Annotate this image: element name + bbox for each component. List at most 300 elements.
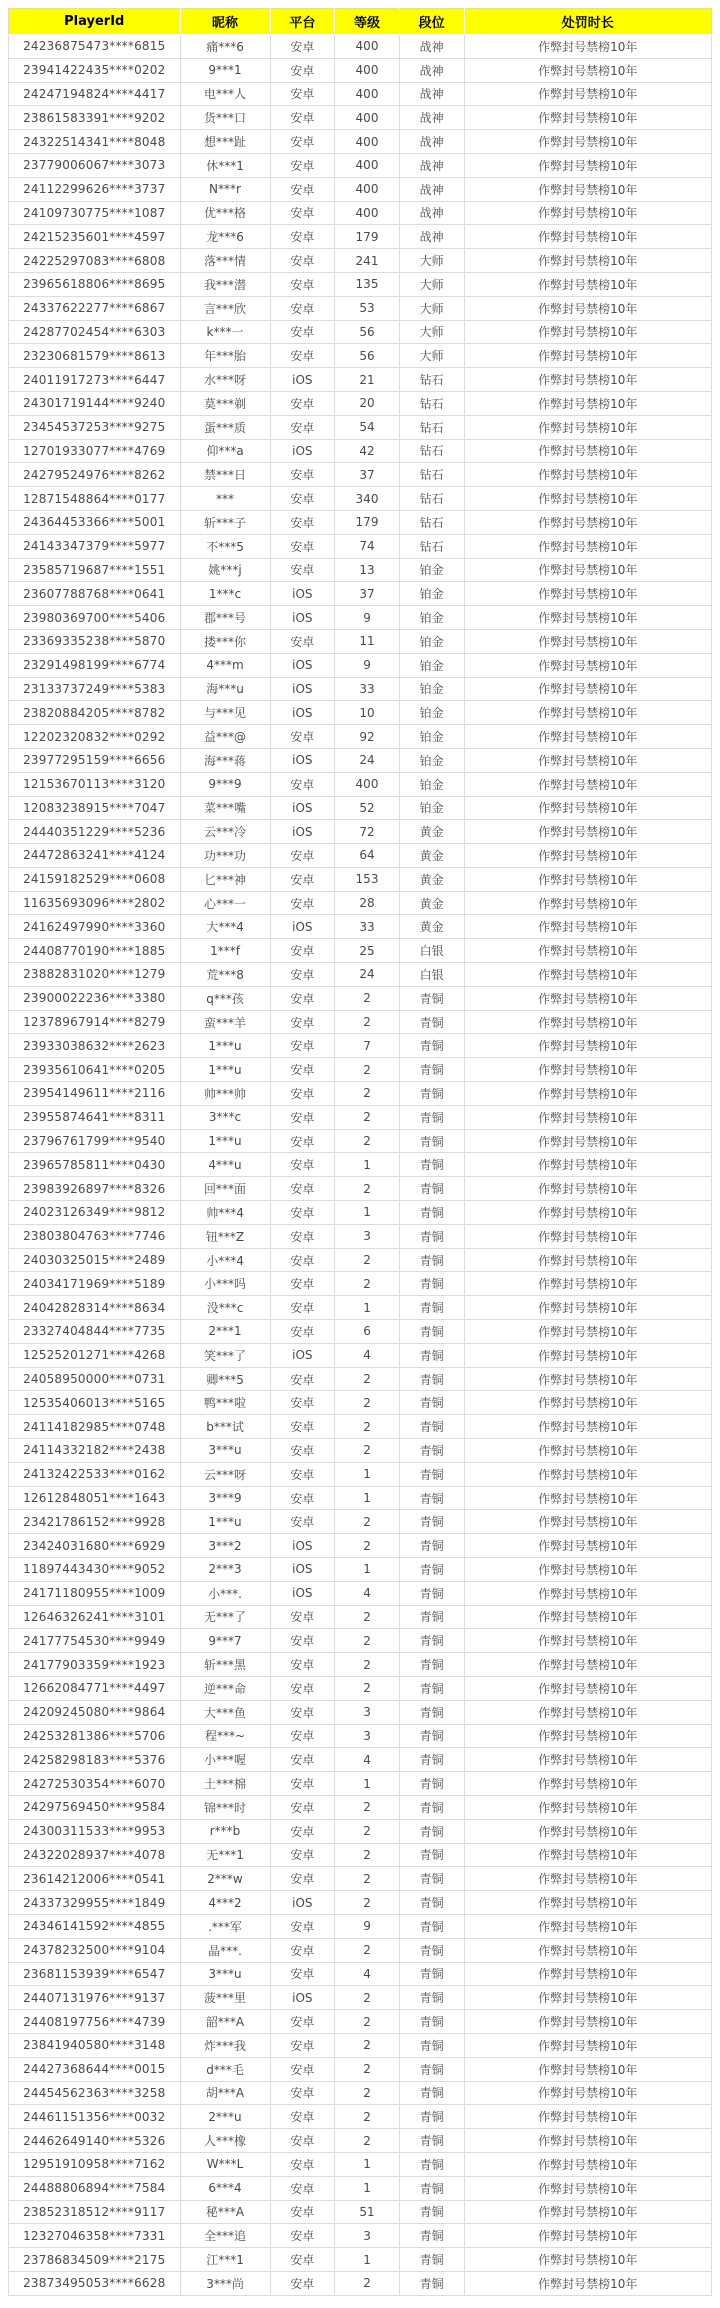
cell-platform: 安卓 [270, 1700, 335, 1724]
cell-platform: iOS [270, 1986, 335, 2010]
cell-level: 1 [335, 1153, 400, 1177]
cell-rank: 青铜 [399, 1772, 464, 1796]
cell-platform: 安卓 [270, 1486, 335, 1510]
cell-playerid: 23955874641****8311 [9, 1105, 181, 1129]
cell-nickname: 海***蒋 [180, 748, 270, 772]
cell-platform: 安卓 [270, 177, 335, 201]
cell-rank: 钻石 [399, 534, 464, 558]
table-row [9, 2081, 712, 2105]
table-row [9, 2010, 712, 2034]
cell-duration: 作弊封号禁榜10年 [464, 820, 711, 844]
table-row [9, 296, 712, 320]
table-row [9, 1320, 712, 1344]
cell-duration: 作弊封号禁榜10年 [464, 1224, 711, 1248]
cell-duration: 作弊封号禁榜10年 [464, 891, 711, 915]
cell-rank: 铂金 [399, 748, 464, 772]
cell-playerid: 23852318512****9117 [9, 2200, 181, 2224]
cell-nickname: 海***u [180, 677, 270, 701]
cell-playerid: 24462649140****5326 [9, 2129, 181, 2153]
cell-level: 1 [335, 1772, 400, 1796]
table-row [9, 2057, 712, 2081]
cell-duration: 作弊封号禁榜10年 [464, 225, 711, 249]
cell-duration: 作弊封号禁榜10年 [464, 2248, 711, 2272]
cell-playerid: 24488806894****7584 [9, 2176, 181, 2200]
cell-level: 25 [335, 939, 400, 963]
cell-level: 2 [335, 2057, 400, 2081]
cell-level: 400 [335, 130, 400, 154]
cell-rank: 青铜 [399, 1129, 464, 1153]
cell-rank: 青铜 [399, 1058, 464, 1082]
cell-level: 2 [335, 1653, 400, 1677]
cell-playerid: 24114182985****0748 [9, 1415, 181, 1439]
cell-duration: 作弊封号禁榜10年 [464, 748, 711, 772]
table-row [9, 820, 712, 844]
cell-duration: 作弊封号禁榜10年 [464, 1486, 711, 1510]
cell-nickname: 不***5 [180, 534, 270, 558]
cell-platform: 安卓 [270, 2057, 335, 2081]
cell-playerid: 23935610641****0205 [9, 1058, 181, 1082]
cell-playerid: 23786834509****2175 [9, 2248, 181, 2272]
cell-playerid: 23421786152****9928 [9, 1510, 181, 1534]
cell-playerid: 23820884205****8782 [9, 701, 181, 725]
cell-platform: 安卓 [270, 1914, 335, 1938]
cell-nickname: 9***7 [180, 1629, 270, 1653]
cell-playerid: 24300311533****9953 [9, 1819, 181, 1843]
table-row [9, 1605, 712, 1629]
cell-rank: 战神 [399, 130, 464, 154]
cell-duration: 作弊封号禁榜10年 [464, 391, 711, 415]
cell-playerid: 23980369700****5406 [9, 606, 181, 630]
cell-level: 2 [335, 1272, 400, 1296]
cell-rank: 战神 [399, 58, 464, 82]
cell-platform: iOS [270, 606, 335, 630]
cell-playerid: 12202320832****0292 [9, 725, 181, 749]
cell-nickname: 1***f [180, 939, 270, 963]
cell-platform: 安卓 [270, 415, 335, 439]
cell-platform: 安卓 [270, 1082, 335, 1106]
table-row [9, 1343, 712, 1367]
cell-level: 2 [335, 1819, 400, 1843]
cell-platform: 安卓 [270, 225, 335, 249]
cell-playerid: 24162497990****3360 [9, 915, 181, 939]
cell-rank: 黄金 [399, 891, 464, 915]
cell-duration: 作弊封号禁榜10年 [464, 1010, 711, 1034]
cell-level: 2 [335, 1105, 400, 1129]
cell-nickname: N***r [180, 177, 270, 201]
table-row [9, 1058, 712, 1082]
cell-nickname: 蛋***质 [180, 415, 270, 439]
cell-level: 2 [335, 1843, 400, 1867]
cell-level: 2 [335, 1058, 400, 1082]
table-row [9, 1296, 712, 1320]
cell-level: 10 [335, 701, 400, 725]
cell-platform: 安卓 [270, 2152, 335, 2176]
table-row [9, 1867, 712, 1891]
column-header-duration: 处罚时长 [464, 9, 711, 35]
cell-playerid: 23977295159****6656 [9, 748, 181, 772]
cell-duration: 作弊封号禁榜10年 [464, 1129, 711, 1153]
cell-rank: 青铜 [399, 1605, 464, 1629]
cell-nickname: 休***1 [180, 153, 270, 177]
cell-nickname: *** [180, 487, 270, 511]
table-row [9, 1914, 712, 1938]
cell-nickname: 龙***6 [180, 225, 270, 249]
cell-nickname: 益***@ [180, 725, 270, 749]
cell-level: 24 [335, 963, 400, 987]
cell-level: 2 [335, 1010, 400, 1034]
cell-duration: 作弊封号禁榜10年 [464, 1581, 711, 1605]
cell-playerid: 23965785811****0430 [9, 1153, 181, 1177]
cell-level: 2 [335, 1938, 400, 1962]
cell-nickname: 1***c [180, 582, 270, 606]
cell-playerid: 24159182529****0608 [9, 867, 181, 891]
cell-nickname: 仰***a [180, 439, 270, 463]
cell-duration: 作弊封号禁榜10年 [464, 1415, 711, 1439]
cell-platform: 安卓 [270, 725, 335, 749]
cell-playerid: 24034171969****5189 [9, 1272, 181, 1296]
cell-platform: 安卓 [270, 1201, 335, 1225]
cell-playerid: 12646326241****3101 [9, 1605, 181, 1629]
cell-playerid: 24297569450****9584 [9, 1795, 181, 1819]
cell-rank: 青铜 [399, 1724, 464, 1748]
cell-level: 6 [335, 1320, 400, 1344]
cell-nickname: 货***口 [180, 106, 270, 130]
cell-playerid: 23933038632****2623 [9, 1034, 181, 1058]
cell-playerid: 11897443430****9052 [9, 1558, 181, 1582]
table-row [9, 1082, 712, 1106]
table-row [9, 1129, 712, 1153]
cell-duration: 作弊封号禁榜10年 [464, 2152, 711, 2176]
cell-duration: 作弊封号禁榜10年 [464, 1843, 711, 1867]
cell-nickname: 晶***. [180, 1938, 270, 1962]
cell-playerid: 24472863241****4124 [9, 844, 181, 868]
table-row [9, 35, 712, 59]
table-row [9, 915, 712, 939]
cell-platform: iOS [270, 1534, 335, 1558]
cell-platform: 安卓 [270, 1653, 335, 1677]
cell-rank: 青铜 [399, 1439, 464, 1463]
cell-duration: 作弊封号禁榜10年 [464, 2224, 711, 2248]
cell-nickname: 斩***子 [180, 510, 270, 534]
cell-level: 33 [335, 677, 400, 701]
cell-rank: 战神 [399, 201, 464, 225]
cell-nickname: 年***胎 [180, 344, 270, 368]
cell-level: 1 [335, 1201, 400, 1225]
table-row [9, 1201, 712, 1225]
cell-nickname: 1***u [180, 1058, 270, 1082]
cell-duration: 作弊封号禁榜10年 [464, 844, 711, 868]
cell-nickname: 回***面 [180, 1177, 270, 1201]
cell-playerid: 12153670113****3120 [9, 772, 181, 796]
cell-duration: 作弊封号禁榜10年 [464, 915, 711, 939]
cell-level: 2 [335, 1439, 400, 1463]
cell-nickname: 秘***A [180, 2200, 270, 2224]
cell-playerid: 12378967914****8279 [9, 1010, 181, 1034]
cell-level: 179 [335, 510, 400, 534]
cell-rank: 青铜 [399, 2200, 464, 2224]
cell-duration: 作弊封号禁榜10年 [464, 1986, 711, 2010]
cell-level: 400 [335, 82, 400, 106]
cell-level: 13 [335, 558, 400, 582]
cell-nickname: 痛***6 [180, 35, 270, 59]
cell-level: 400 [335, 772, 400, 796]
cell-platform: 安卓 [270, 1819, 335, 1843]
cell-platform: 安卓 [270, 1415, 335, 1439]
cell-playerid: 24236875473****6815 [9, 35, 181, 59]
cell-nickname: 3***u [180, 1962, 270, 1986]
cell-level: 179 [335, 225, 400, 249]
cell-duration: 作弊封号禁榜10年 [464, 35, 711, 59]
cell-duration: 作弊封号禁榜10年 [464, 463, 711, 487]
cell-playerid: 24023126349****9812 [9, 1201, 181, 1225]
cell-playerid: 23230681579****8613 [9, 344, 181, 368]
cell-level: 400 [335, 106, 400, 130]
cell-playerid: 24030325015****2489 [9, 1248, 181, 1272]
cell-duration: 作弊封号禁榜10年 [464, 1700, 711, 1724]
cell-platform: 安卓 [270, 1748, 335, 1772]
cell-rank: 青铜 [399, 2129, 464, 2153]
table-row [9, 1248, 712, 1272]
table-row [9, 1962, 712, 1986]
cell-duration: 作弊封号禁榜10年 [464, 1676, 711, 1700]
cell-level: 92 [335, 725, 400, 749]
table-row [9, 201, 712, 225]
table-row [9, 2224, 712, 2248]
cell-nickname: 无***1 [180, 1843, 270, 1867]
cell-playerid: 24279524976****8262 [9, 463, 181, 487]
cell-duration: 作弊封号禁榜10年 [464, 629, 711, 653]
cell-duration: 作弊封号禁榜10年 [464, 1819, 711, 1843]
cell-rank: 青铜 [399, 1034, 464, 1058]
cell-level: 2 [335, 1676, 400, 1700]
cell-platform: 安卓 [270, 1462, 335, 1486]
cell-playerid: 23779006067****3073 [9, 153, 181, 177]
cell-level: 4 [335, 1962, 400, 1986]
cell-rank: 青铜 [399, 2081, 464, 2105]
cell-level: 2 [335, 1082, 400, 1106]
cell-playerid: 23882831020****1279 [9, 963, 181, 987]
cell-duration: 作弊封号禁榜10年 [464, 2271, 711, 2295]
cell-playerid: 12871548864****0177 [9, 487, 181, 511]
cell-rank: 青铜 [399, 1272, 464, 1296]
table-row [9, 1224, 712, 1248]
cell-nickname: 与***见 [180, 701, 270, 725]
cell-duration: 作弊封号禁榜10年 [464, 1177, 711, 1201]
cell-rank: 青铜 [399, 1296, 464, 1320]
cell-level: 2 [335, 1415, 400, 1439]
cell-duration: 作弊封号禁榜10年 [464, 582, 711, 606]
cell-playerid: 24209245080****9864 [9, 1700, 181, 1724]
cell-level: 4 [335, 1748, 400, 1772]
cell-nickname: b***试 [180, 1415, 270, 1439]
cell-rank: 铂金 [399, 677, 464, 701]
cell-level: 52 [335, 796, 400, 820]
cell-platform: 安卓 [270, 344, 335, 368]
cell-level: 64 [335, 844, 400, 868]
cell-level: 2 [335, 1391, 400, 1415]
cell-rank: 青铜 [399, 1248, 464, 1272]
cell-playerid: 23861583391****9202 [9, 106, 181, 130]
table-row [9, 1891, 712, 1915]
cell-platform: 安卓 [270, 772, 335, 796]
table-row [9, 510, 712, 534]
cell-nickname: 3***u [180, 1439, 270, 1463]
cell-rank: 青铜 [399, 1938, 464, 1962]
cell-nickname: 云***呀 [180, 1462, 270, 1486]
table-row [9, 558, 712, 582]
table-row [9, 1010, 712, 1034]
cell-playerid: 24408197756****4739 [9, 2010, 181, 2034]
cell-platform: 安卓 [270, 1224, 335, 1248]
cell-platform: 安卓 [270, 534, 335, 558]
table-row [9, 582, 712, 606]
cell-platform: iOS [270, 653, 335, 677]
cell-nickname: 6***4 [180, 2176, 270, 2200]
cell-playerid: 23454537253****9275 [9, 415, 181, 439]
cell-nickname: 莫***剃 [180, 391, 270, 415]
cell-duration: 作弊封号禁榜10年 [464, 249, 711, 273]
cell-nickname: 大***4 [180, 915, 270, 939]
table-row [9, 1415, 712, 1439]
cell-level: 11 [335, 629, 400, 653]
cell-level: 2 [335, 1867, 400, 1891]
cell-level: 3 [335, 1224, 400, 1248]
cell-playerid: 23585719687****1551 [9, 558, 181, 582]
cell-level: 2 [335, 1129, 400, 1153]
cell-level: 56 [335, 320, 400, 344]
cell-nickname: 斩***黑 [180, 1653, 270, 1677]
cell-nickname: 2***w [180, 1867, 270, 1891]
table-row [9, 606, 712, 630]
cell-duration: 作弊封号禁榜10年 [464, 2033, 711, 2057]
cell-platform: iOS [270, 1581, 335, 1605]
cell-level: 1 [335, 2248, 400, 2272]
cell-nickname: 功***功 [180, 844, 270, 868]
cell-duration: 作弊封号禁榜10年 [464, 177, 711, 201]
cell-nickname: 帅***帅 [180, 1082, 270, 1106]
header-row [9, 9, 712, 35]
cell-nickname: k***一 [180, 320, 270, 344]
cell-level: 2 [335, 2271, 400, 2295]
cell-rank: 青铜 [399, 1224, 464, 1248]
table-row [9, 153, 712, 177]
table-row [9, 1700, 712, 1724]
cell-playerid: 24378232500****9104 [9, 1938, 181, 1962]
cell-rank: 白银 [399, 939, 464, 963]
cell-duration: 作弊封号禁榜10年 [464, 796, 711, 820]
table-row [9, 1177, 712, 1201]
cell-level: 1 [335, 1462, 400, 1486]
cell-platform: iOS [270, 701, 335, 725]
cell-playerid: 12951910958****7162 [9, 2152, 181, 2176]
cell-duration: 作弊封号禁榜10年 [464, 1082, 711, 1106]
cell-platform: 安卓 [270, 2010, 335, 2034]
cell-duration: 作弊封号禁榜10年 [464, 2010, 711, 2034]
cell-playerid: 24109730775****1087 [9, 201, 181, 225]
cell-rank: 铂金 [399, 606, 464, 630]
cell-playerid: 23607788768****0641 [9, 582, 181, 606]
cell-level: 2 [335, 1629, 400, 1653]
cell-rank: 战神 [399, 225, 464, 249]
ban-table-header [9, 9, 712, 35]
cell-rank: 战神 [399, 106, 464, 130]
cell-level: 24 [335, 748, 400, 772]
cell-nickname: 大***鱼 [180, 1700, 270, 1724]
cell-level: 9 [335, 606, 400, 630]
table-row [9, 487, 712, 511]
cell-rank: 青铜 [399, 1177, 464, 1201]
table-row [9, 1367, 712, 1391]
cell-duration: 作弊封号禁榜10年 [464, 487, 711, 511]
cell-nickname: 言***欣 [180, 296, 270, 320]
cell-duration: 作弊封号禁榜10年 [464, 701, 711, 725]
table-row [9, 796, 712, 820]
cell-duration: 作弊封号禁榜10年 [464, 201, 711, 225]
cell-rank: 铂金 [399, 701, 464, 725]
cell-playerid: 23941422435****0202 [9, 58, 181, 82]
cell-nickname: 4***2 [180, 1891, 270, 1915]
cell-nickname: 9***1 [180, 58, 270, 82]
cell-nickname: 1***u [180, 1129, 270, 1153]
table-row [9, 725, 712, 749]
cell-duration: 作弊封号禁榜10年 [464, 2057, 711, 2081]
cell-playerid: 24247194824****4417 [9, 82, 181, 106]
cell-rank: 青铜 [399, 1843, 464, 1867]
cell-rank: 大师 [399, 296, 464, 320]
cell-level: 2 [335, 1795, 400, 1819]
cell-duration: 作弊封号禁榜10年 [464, 510, 711, 534]
cell-duration: 作弊封号禁榜10年 [464, 1248, 711, 1272]
cell-level: 3 [335, 1724, 400, 1748]
cell-platform: 安卓 [270, 58, 335, 82]
cell-platform: 安卓 [270, 2105, 335, 2129]
table-row [9, 939, 712, 963]
cell-playerid: 12612848051****1643 [9, 1486, 181, 1510]
table-row [9, 1486, 712, 1510]
cell-nickname: 3***9 [180, 1486, 270, 1510]
cell-nickname: 江***1 [180, 2248, 270, 2272]
cell-nickname: 3***2 [180, 1534, 270, 1558]
cell-level: 2 [335, 1891, 400, 1915]
cell-playerid: 24258298183****5376 [9, 1748, 181, 1772]
cell-nickname: q***孩 [180, 986, 270, 1010]
cell-level: 3 [335, 1700, 400, 1724]
cell-level: 33 [335, 915, 400, 939]
cell-duration: 作弊封号禁榜10年 [464, 106, 711, 130]
cell-platform: 安卓 [270, 844, 335, 868]
table-row [9, 1748, 712, 1772]
cell-nickname: 落***情 [180, 249, 270, 273]
cell-rank: 战神 [399, 35, 464, 59]
cell-rank: 钻石 [399, 439, 464, 463]
cell-rank: 青铜 [399, 1153, 464, 1177]
cell-rank: 青铜 [399, 1343, 464, 1367]
cell-platform: 安卓 [270, 1010, 335, 1034]
cell-playerid: 24440351229****5236 [9, 820, 181, 844]
cell-duration: 作弊封号禁榜10年 [464, 677, 711, 701]
cell-platform: 安卓 [270, 1795, 335, 1819]
cell-platform: 安卓 [270, 1248, 335, 1272]
cell-platform: 安卓 [270, 1439, 335, 1463]
cell-rank: 青铜 [399, 1676, 464, 1700]
cell-platform: 安卓 [270, 867, 335, 891]
cell-playerid: 23900022236****3380 [9, 986, 181, 1010]
cell-duration: 作弊封号禁榜10年 [464, 1367, 711, 1391]
cell-level: 72 [335, 820, 400, 844]
cell-rank: 青铜 [399, 1819, 464, 1843]
cell-platform: 安卓 [270, 1058, 335, 1082]
cell-duration: 作弊封号禁榜10年 [464, 867, 711, 891]
